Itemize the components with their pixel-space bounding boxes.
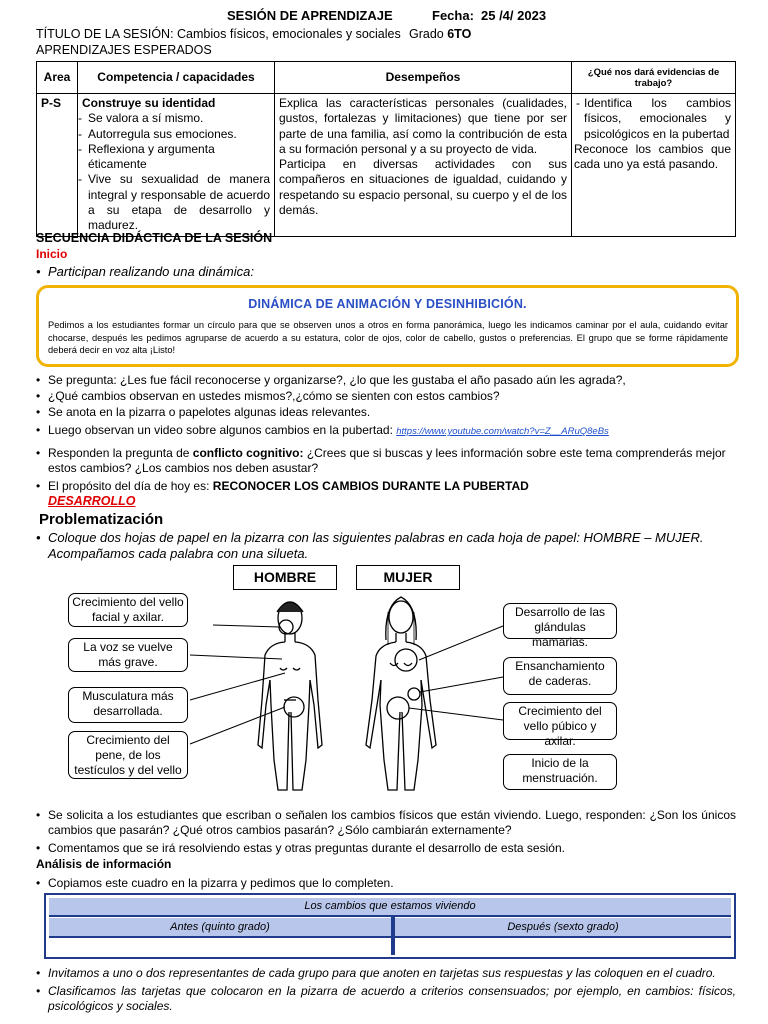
- highlight-circle: [395, 649, 417, 671]
- capacidad-item: - Autorregula sus emociones.: [78, 126, 237, 141]
- desempeno-item: Participa en diversas actividades con sus compañeros en situaciones de igualdad, cuidando y respetando su espacio personal, su cuerpo y el de los demás.: [279, 157, 567, 218]
- list-item: • Clasificamos las tarjetas que colocaron en la pizarra de acuerdo a criterios consensuados; por ejemplo, en cambios: físicos, psicológicos y sociales.: [36, 984, 736, 1013]
- column-divider: [391, 917, 395, 955]
- col-antes: Antes (quinto grado): [49, 918, 391, 938]
- desarrollo-heading: DESARROLLO: [48, 494, 136, 508]
- male-silhouette: [258, 602, 322, 790]
- label-voz-grave: La voz se vuelve más grave.: [68, 638, 188, 672]
- conflicto-bold: conflicto cognitivo:: [192, 446, 304, 460]
- mujer-label: MUJER: [356, 565, 460, 590]
- list-item: • ¿Qué cambios observan en ustedes mismos?,¿cómo se sienten con estos cambios?: [36, 389, 500, 403]
- competencia-title: Construye su identidad: [82, 96, 216, 110]
- list-item: • Copiamos este cuadro en la pizarra y pedimos que lo completen.: [36, 876, 394, 890]
- label-menstruacion: Inicio de la menstruación.: [503, 754, 617, 790]
- desempeno-item: Explica las características personales (cualidades, gustos, fortalezas y limitaciones) que tiene por ser parte de una familia, así como la contribución de esta a su formación personal y a su proyecto de vida.: [279, 96, 567, 156]
- video-link[interactable]: https://www.youtube.com/watch?v=Z__ARuQ8eBs: [396, 426, 609, 437]
- col-competencia: Competencia / capacidades: [78, 62, 275, 94]
- capacidad-item: - Reflexiona y argumenta éticamente: [78, 141, 215, 172]
- page-title: SESIÓN DE APRENDIZAJE: [227, 8, 393, 23]
- female-silhouette: [366, 597, 436, 790]
- evidencia-item: - Identifica los cambios físicos, emocionales y psicológicos en la pubertad: [576, 96, 731, 141]
- problematizacion-heading: Problematización: [39, 511, 164, 528]
- label-caderas: Ensanchamiento de caderas.: [503, 657, 617, 695]
- col-desempenos: Desempeños: [275, 62, 572, 94]
- label-vello-pubico: Crecimiento del vello púbico y axilar.: [503, 702, 617, 740]
- label-vello-facial: Crecimiento del vello facial y axilar.: [68, 593, 188, 627]
- list-item: • El propósito del día de hoy es: RECONOCER LOS CAMBIOS DURANTE LA PUBERTAD: [36, 479, 529, 493]
- label-crecimiento-pene: Crecimiento del pene, de los testículos y del vello: [68, 731, 188, 779]
- titulo-label: TÍTULO DE LA SESIÓN:: [36, 27, 174, 41]
- capacidad-item: - Vive su sexualidad de manera integral y responsable de acuerdo a su etapa de desarrollo y madurez.: [78, 172, 270, 233]
- capacidad-item: - Se valora a sí mismo.: [78, 111, 204, 126]
- label-musculatura: Musculatura más desarrollada.: [68, 687, 188, 723]
- col-despues: Después (sexto grado): [395, 918, 731, 938]
- list-item: • Responden la pregunta de conflicto cognitivo: ¿Crees que si buscas y lees información sobre este tema comprenderás mejor estos cambios? ¿Los cambios nos deben asustar?: [36, 446, 726, 475]
- inicio-bullet: • Participan realizando una dinámica:: [36, 264, 254, 279]
- dinamica-text: Pedimos a los estudiantes formar un círculo para que se observen unos a otros en forma panorámica, luego les indicamos caminar por el aula, cuidando evitar chocarse, después les pedimos agruparse de acuerdo a su estatura, color de ojos, color de cabello, gustos o preferencias. El grupo que se forme rápidamente deberá decir en voz alta ¡Listo!: [48, 320, 728, 355]
- highlight-circle: [408, 688, 420, 700]
- list-item: • Luego observan un video sobre algunos cambios en la pubertad: https://www.youtube.com/watch?v=Z__ARuQ8eBs: [36, 423, 609, 437]
- highlight-circle: [387, 697, 409, 719]
- list-item: • Invitamos a uno o dos representantes de cada grupo para que anoten en tarjetas sus respuestas y las coloquen en el cuadro.: [36, 966, 716, 980]
- fecha-value: 25 /4/ 2023: [481, 8, 547, 23]
- analisis-heading: Análisis de información: [36, 857, 172, 871]
- list-item: • Comentamos que se irá resolviendo estas y otras preguntas durante el desarrollo de esta sesión.: [36, 841, 565, 855]
- area-cell: P-S: [37, 94, 78, 237]
- evidencia-item: Reconoce los cambios que cada uno ya está pasando.: [574, 141, 731, 172]
- inicio-heading: Inicio: [36, 247, 68, 261]
- cambios-table-title: Los cambios que estamos viviendo: [49, 898, 731, 917]
- list-item: • Coloque dos hojas de papel en la pizarra con las siguientes palabras en cada hoja de papel: HOMBRE – MUJER. Acompañamos cada palabra con una silueta.: [36, 530, 704, 561]
- col-evidencias: ¿Qué nos dará evidencias de trabajo?: [572, 62, 736, 94]
- col-area: Area: [37, 62, 78, 94]
- cambios-table: [44, 893, 736, 959]
- proposito-bold: RECONOCER LOS CAMBIOS DURANTE LA PUBERTAD: [212, 479, 529, 493]
- fecha-label: Fecha:: [432, 8, 474, 23]
- aprendizajes-heading: APRENDIZAJES ESPERADOS: [36, 43, 212, 57]
- list-item: • Se pregunta: ¿Les fue fácil reconocerse y organizarse?, ¿lo que les gustaba el año pasado aún les agrada?,: [36, 373, 626, 387]
- label-glandulas-mamarias: Desarrollo de las glándulas mamarias.: [503, 603, 617, 639]
- grado-value: 6TO: [447, 27, 472, 41]
- titulo-value: Cambios físicos, emocionales y sociales: [177, 27, 401, 41]
- hombre-label: HOMBRE: [233, 565, 337, 590]
- secuencia-heading: SECUENCIA DIDÁCTICA DE LA SESIÓN: [36, 231, 273, 245]
- grado-label: Grado: [409, 27, 444, 41]
- dinamica-title: DINÁMICA DE ANIMACIÓN Y DESINHIBICIÓN.: [248, 297, 527, 311]
- list-item: • Se anota en la pizarra o papelotes algunas ideas relevantes.: [36, 405, 371, 419]
- list-item: • Se solicita a los estudiantes que escriban o señalen los cambios físicos que están viviendo. Luego, responden: ¿Son los únicos cambios que pasarán? ¿Qué otros cambios pasarán? ¿Sólo cambiarán externamente?: [36, 808, 736, 837]
